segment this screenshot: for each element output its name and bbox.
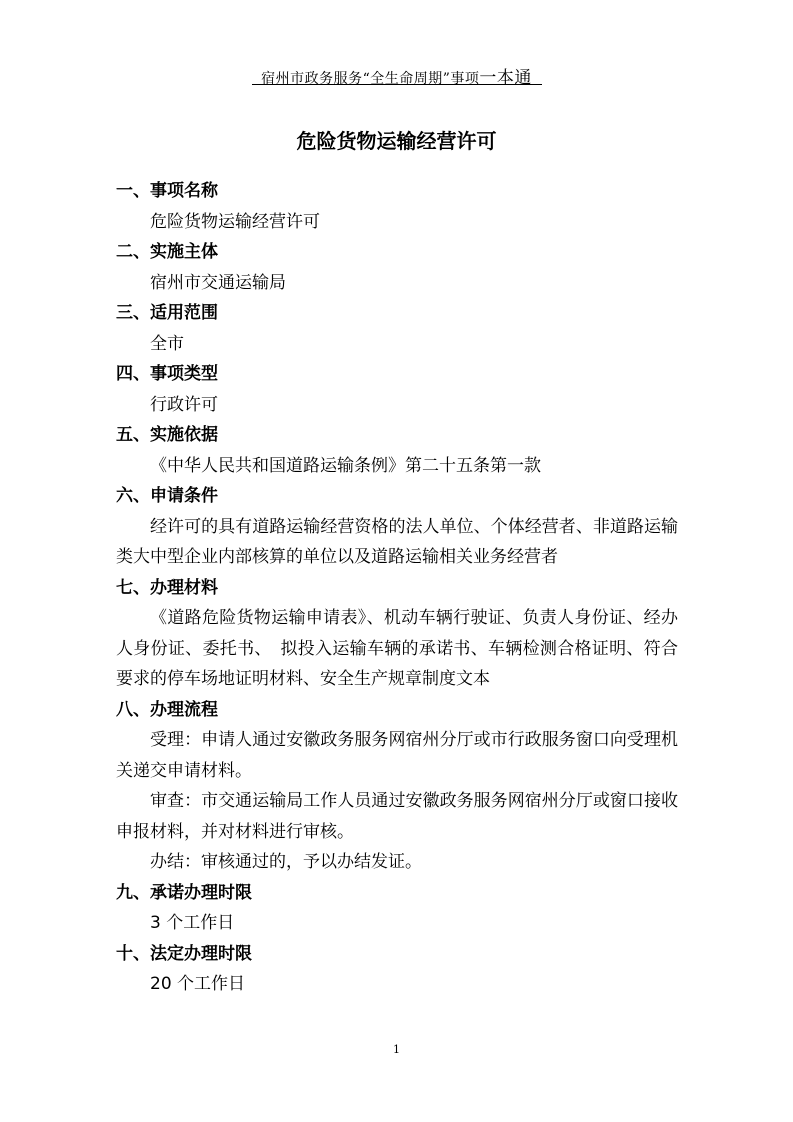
section-value-legal-time: 20 个工作日	[150, 974, 246, 994]
section-heading-item-type: 四、事项类型	[116, 364, 218, 384]
section-heading-implementing-body: 二、实施主体	[116, 242, 218, 262]
process-step-completion: 办结：审核通过的，予以办结发证。	[150, 852, 422, 872]
header-big-text: 一本通	[479, 68, 532, 88]
section-heading-legal-basis: 五、实施依据	[116, 425, 218, 445]
section-value-item-type: 行政许可	[150, 394, 218, 415]
section-heading-legal-time: 十、法定办理时限	[116, 943, 252, 964]
section-heading-process: 八、办理流程	[116, 699, 218, 720]
section-value-item-name: 危险货物运输经营许可	[150, 211, 320, 232]
section-heading-item-name: 一、事项名称	[116, 181, 218, 201]
process-step-review: 审查：市交通运输局工作人员通过安徽政务服务网宿州分厅或窗口接收申报材料，并对材料进行审核。	[116, 791, 678, 842]
section-heading-scope: 三、适用范围	[116, 303, 218, 323]
document-title: 危险货物运输经营许可	[296, 129, 497, 153]
page-number: 1	[393, 1043, 400, 1056]
document-body	[116, 176, 678, 1000]
section-value-conditions: 经许可的具有道路运输经营资格的法人单位、个体经营者、非道路运输类大中型企业内部核算的单位以及道路运输相关业务经营者	[116, 516, 678, 567]
section-heading-materials: 七、办理材料	[116, 577, 218, 598]
section-value-legal-basis: 《中华人民共和国道路运输条例》第二十五条第一款	[150, 455, 541, 476]
section-heading-promised-time: 九、承诺办理时限	[116, 882, 252, 903]
header-divider	[252, 84, 542, 85]
header-text: 宿州市政务服务“全生命周期”事项	[261, 71, 480, 87]
section-value-materials: 《道路危险货物运输申请表》、机动车辆行驶证、负责人身份证、经办人身份证、委托书、 拟投入运输车辆的承诺书、车辆检测合格证明、符合要求的停车场地证明材料、安全生产规章制度文本	[116, 608, 678, 689]
section-value-implementing-body: 宿州市交通运输局	[150, 272, 286, 293]
section-heading-conditions: 六、申请条件	[116, 486, 218, 506]
section-value-scope: 全市	[150, 333, 184, 354]
process-step-acceptance: 受理：申请人通过安徽政务服务网宿州分厅或市行政服务窗口向受理机关递交申请材料。	[116, 730, 678, 781]
section-value-promised-time: 3 个工作日	[150, 913, 235, 933]
